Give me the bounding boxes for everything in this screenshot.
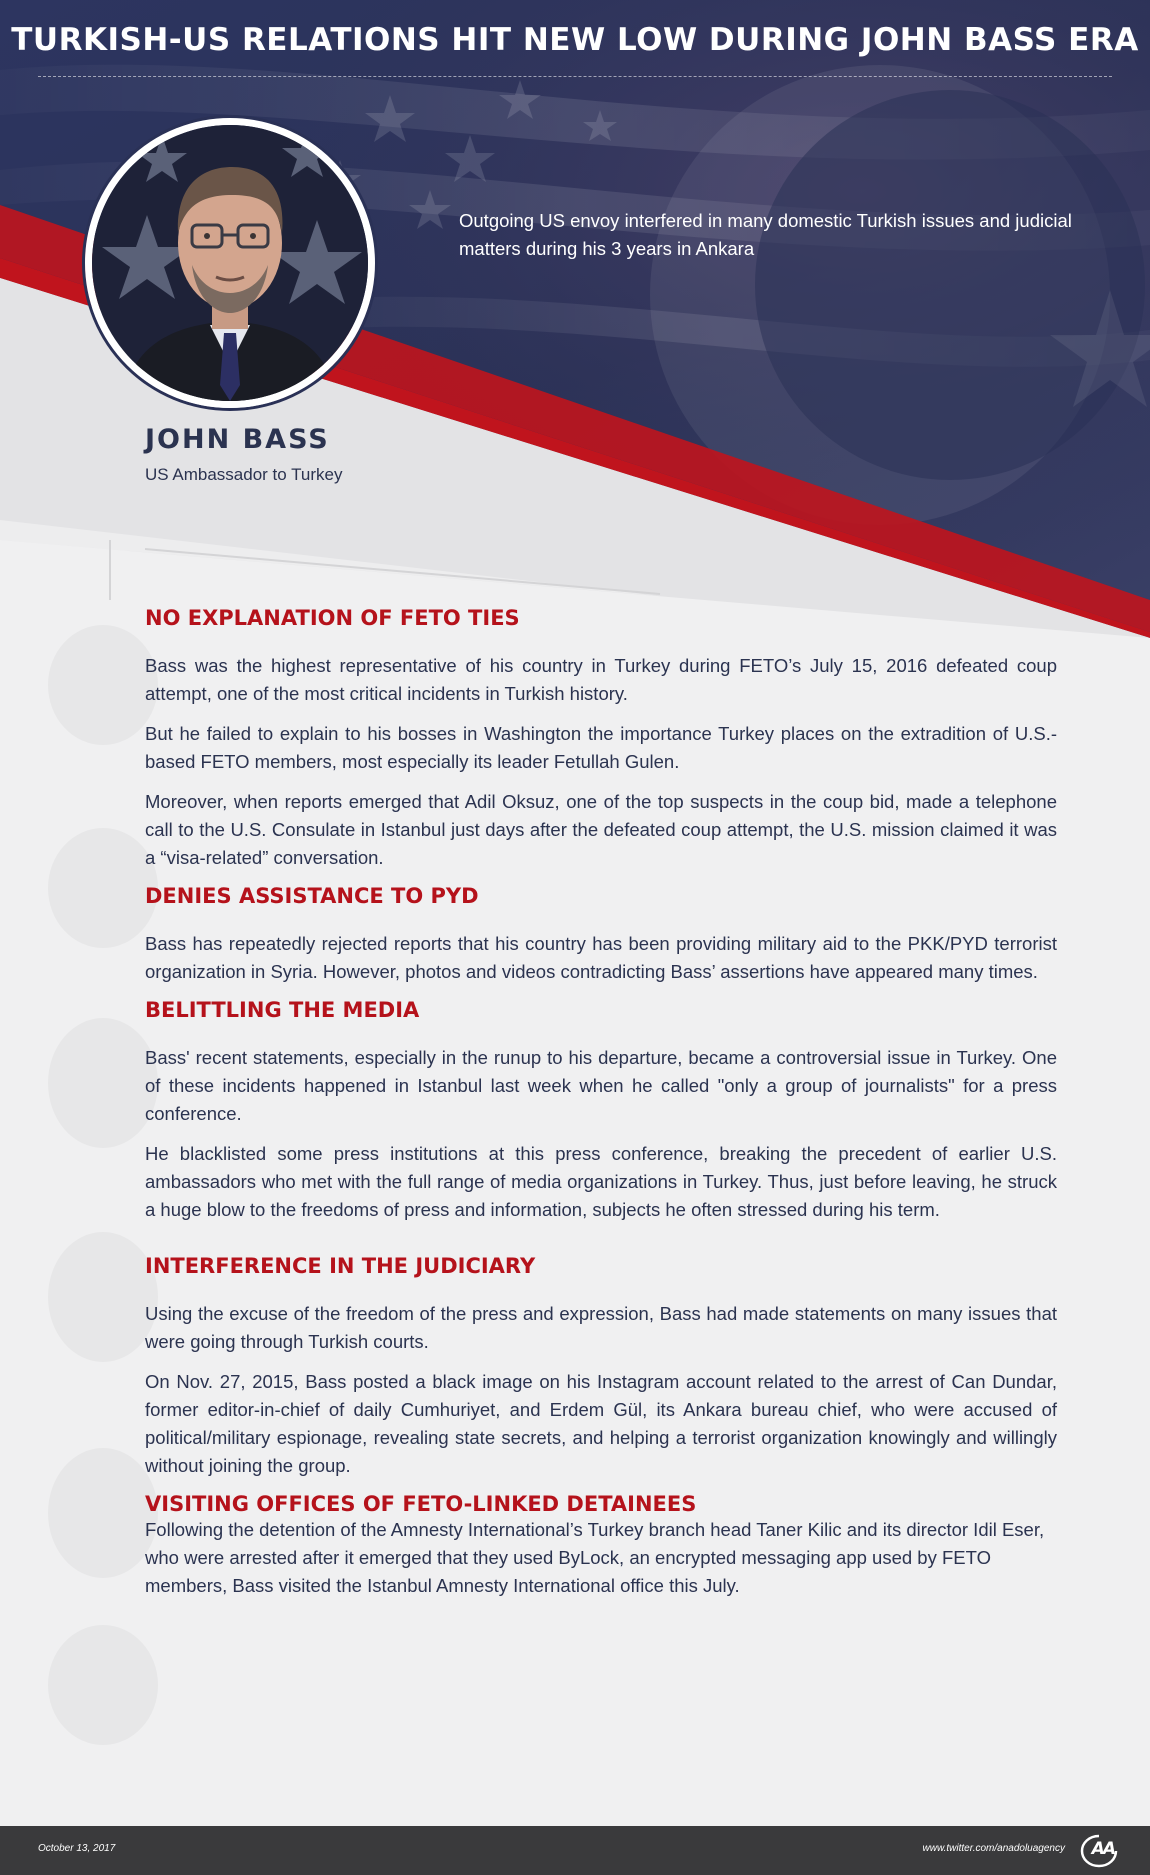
section-pyd bbox=[145, 884, 1057, 986]
section-paragraph: On Nov. 27, 2015, Bass posted a black image on his Instagram account related to the arrest of Can Dundar, former editor-in-chief of daily Cumhuriyet, and Erdem Gül, its Ankara bureau chief, who were accused of political/military espionage, revealing state secrets, and helping a terrorist organization knowingly and willingly without joining the group. bbox=[145, 1371, 1057, 1476]
section-paragraph: Moreover, when reports emerged that Adil Oksuz, one of the top suspects in the coup bid, made a telephone call to the U.S. Consulate in Istanbul just days after the defeated coup attempt, the U.S. mission claimed it was a “visa-related” conversation. bbox=[145, 791, 1057, 868]
twitter-link[interactable]: www.twitter.com/anadoluagency bbox=[922, 1843, 1065, 1854]
section-heading: INTERFERENCE IN THE JUDICIARY bbox=[145, 1254, 536, 1278]
footer-bar bbox=[0, 1826, 1150, 1875]
hero-subtitle: Outgoing US envoy interfered in many domestic Turkish issues and judicial matters during his 3 years in Ankara bbox=[459, 210, 1072, 259]
section-media bbox=[145, 998, 1057, 1224]
section-paragraph: Bass has repeatedly rejected reports that his country has been providing military aid to the PKK/PYD terrorist organization in Syria. However, photos and videos contradicting Bass’ assertions have appeared many times. bbox=[145, 933, 1057, 982]
section-paragraph: But he failed to explain to his bosses in Washington the importance Turkey places on the extradition of U.S.-based FETO members, most especially its leader Fetullah Gulen. bbox=[145, 723, 1057, 772]
section-paragraph: Following the detention of the Amnesty International’s Turkey branch head Taner Kilic and its director Idil Eser, who were arrested after it emerged that they used ByLock, an encrypted messaging app used by FETO members, Bass visited the Istanbul Amnesty International office this July. bbox=[145, 1519, 1045, 1596]
section-heading: VISITING OFFICES OF FETO-LINKED DETAINEES bbox=[145, 1492, 697, 1516]
section-feto-ties bbox=[145, 606, 1057, 872]
page-title: TURKISH-US RELATIONS HIT NEW LOW DURING JOHN BASS ERA bbox=[11, 22, 1139, 58]
portrait-photo bbox=[85, 118, 375, 408]
decorative-circle bbox=[48, 625, 158, 745]
title-divider bbox=[38, 76, 1112, 77]
decorative-circle bbox=[48, 828, 158, 948]
person-role: US Ambassador to Turkey bbox=[145, 465, 343, 484]
section-heading: DENIES ASSISTANCE TO PYD bbox=[145, 884, 479, 908]
section-heading: BELITTLING THE MEDIA bbox=[145, 998, 420, 1022]
article-body bbox=[145, 606, 1057, 1612]
publish-date: October 13, 2017 bbox=[38, 1843, 116, 1854]
person-name: JOHN BASS bbox=[145, 424, 330, 455]
section-detainees bbox=[145, 1492, 1057, 1600]
section-judiciary bbox=[145, 1254, 1057, 1480]
section-paragraph: Bass was the highest representative of his country in Turkey during FETO’s July 15, 2016 defeated coup attempt, one of the most critical incidents in Turkish history. bbox=[145, 655, 1057, 704]
decorative-circle bbox=[48, 1232, 158, 1362]
decorative-circle bbox=[48, 1625, 158, 1745]
section-paragraph: He blacklisted some press institutions at this press conference, breaking the precedent of earlier U.S. ambassadors who met with the full range of media organizations in Turkey. Thus, just before leaving, he struck a huge blow to the freedoms of press and information, subjects he often stressed during his term. bbox=[145, 1143, 1057, 1220]
decorative-circle bbox=[48, 1448, 158, 1578]
decorative-circle bbox=[48, 1018, 158, 1148]
section-paragraph: Bass' recent statements, especially in the runup to his departure, became a controversial issue in Turkey. One of these incidents happened in Istanbul last week when he called "only a group of journalists" for a press conference. bbox=[145, 1047, 1057, 1124]
section-heading: NO EXPLANATION OF FETO TIES bbox=[145, 606, 520, 630]
agency-logo-text: AA bbox=[1091, 1839, 1114, 1859]
section-paragraph: Using the excuse of the freedom of the press and expression, Bass had made statements on many issues that were going through Turkish courts. bbox=[145, 1303, 1057, 1352]
person-illustration bbox=[92, 125, 368, 401]
